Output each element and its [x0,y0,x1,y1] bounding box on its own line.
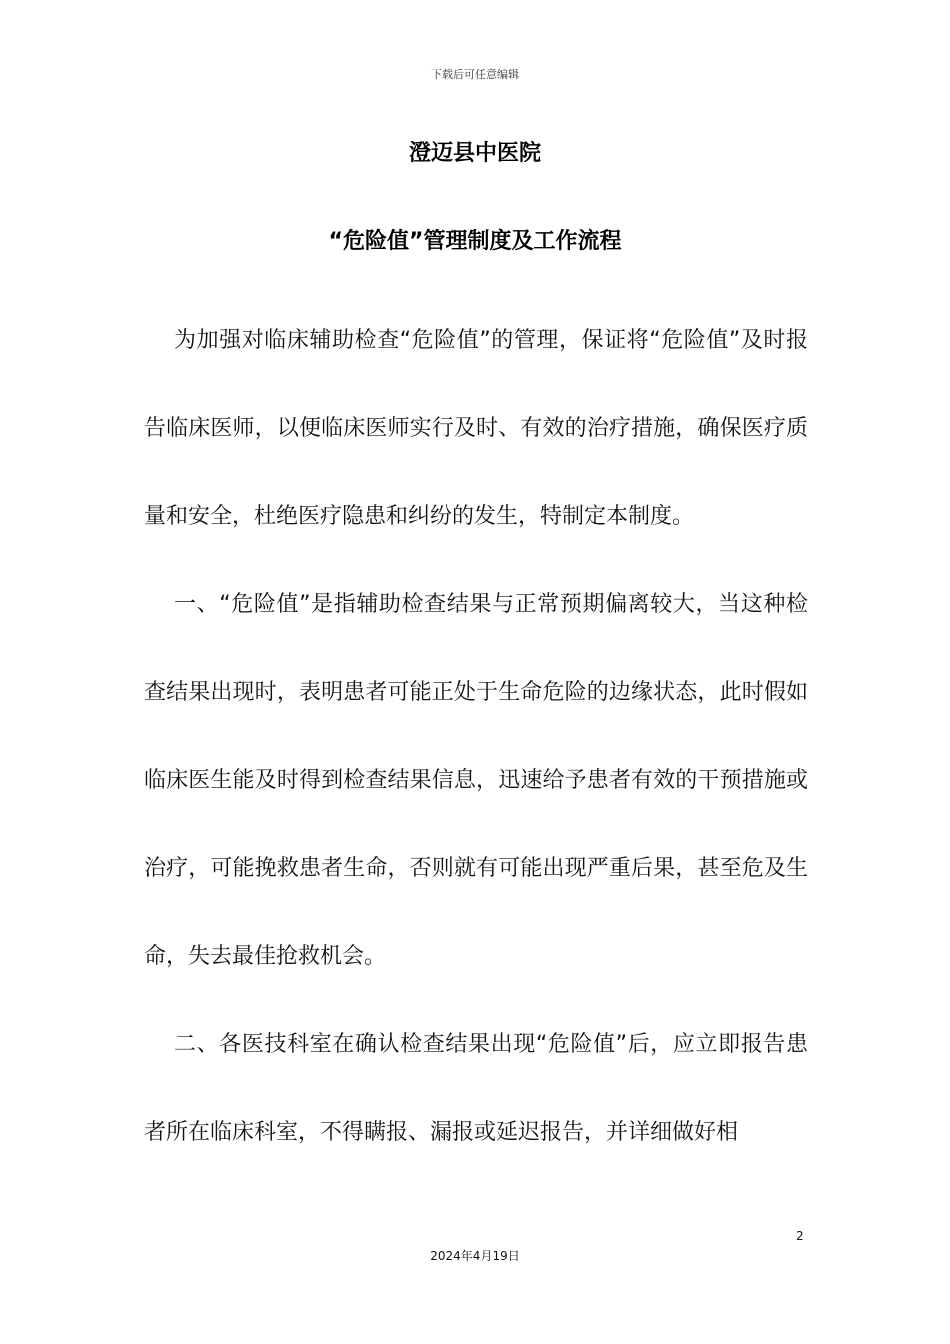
paragraph-section-1: 一、“危险值”是指辅助检查结果与正常预期偏离较大，当这种检查结果出现时，表明患者可能正处于生命危险的边缘状态，此时假如临床医生能及时得到检查结果信息，迅速给予患者有效的干预措施或治疗，可能挽救患者生命，否则就有可能出现严重后果，甚至危及生命，失去最佳抢救机会。 [144,592,808,969]
document-subtitle: “危险值”管理制度及工作流程 [328,229,622,254]
document-title: 澄迈县中医院 [408,141,541,166]
page-number: 2 [796,1229,804,1243]
paragraph-intro: 为加强对临床辅助检查“危险值”的管理，保证将“危险值”及时报告临床医师，以便临床医师实行及时、有效的治疗措施，确保医疗质量和安全，杜绝医疗隐患和纠纷的发生，特制定本制度。 [144,328,808,529]
header-note: 下载后可任意编辑 [431,68,519,81]
document-body [144,297,808,1177]
paragraph-section-2: 二、各医技科室在确认检查结果出现“危险值”后，应立即报告患者所在临床科室，不得瞒报、漏报或延迟报告，并详细做好相 [144,1032,808,1145]
footer-date: 2024年4月19日 [430,1249,520,1263]
